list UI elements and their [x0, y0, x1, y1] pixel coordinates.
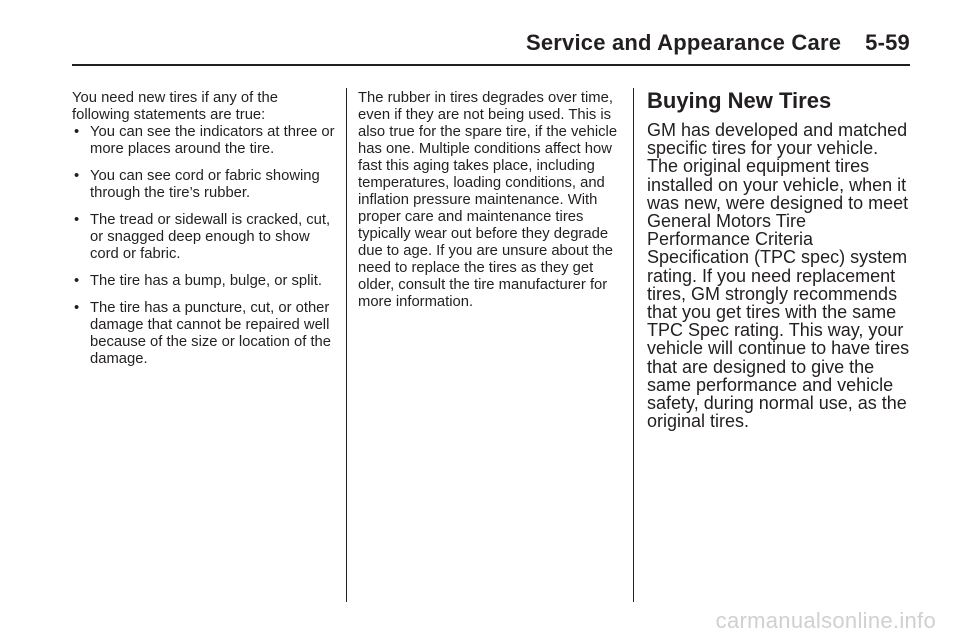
page-number: 5-59	[865, 30, 910, 55]
column-3	[647, 89, 913, 430]
list-item	[72, 300, 336, 368]
bullet-list	[72, 124, 336, 368]
section-title: Buying New Tires	[647, 88, 832, 113]
column-1	[72, 90, 336, 378]
list-item-text: The tire has a puncture, cut, or other damage that cannot be repaired well because of the size or location of the damage.	[90, 300, 332, 367]
list-item-text: The tread or sidewall is cracked, cut, or snagged deep enough to show cord or fabric.	[90, 212, 331, 262]
bullet-icon: •	[74, 300, 80, 316]
header-divider	[72, 64, 910, 66]
list-item	[72, 273, 336, 290]
list-item-text: You can see cord or fabric showing through the tire’s rubber.	[90, 168, 320, 201]
list-item-text: You can see the indicators at three or more places around the tire.	[90, 124, 335, 157]
list-item	[72, 124, 336, 158]
aging-paragraph: The rubber in tires degrades over time, even if they are not being used. This is also true for the spare tire, if the vehicle has one. Multiple conditions affect how fast this aging takes place, including temperatures, loading conditions, and inflation pressure maintenance. With proper care and maintenance tires typically wear out before they degrade due to age. If you are unsure about the need to replace the tires as they get older, consult the tire manufacturer for more information.	[358, 90, 618, 310]
list-item	[72, 168, 336, 202]
section-header-title: Service and Appearance Care	[525, 30, 842, 55]
bullet-icon: •	[74, 124, 80, 140]
bullet-icon: •	[74, 168, 80, 184]
list-item	[72, 212, 336, 263]
page-header	[0, 30, 910, 56]
watermark: carmanualsonline.info	[715, 608, 936, 633]
column-divider-1	[346, 88, 347, 602]
column-2	[358, 90, 622, 311]
bullet-icon: •	[74, 273, 80, 289]
column-divider-2	[633, 88, 634, 602]
buying-tires-paragraph: GM has developed and matched specific tires for your vehicle. The original equipment tires installed on your vehicle, when it was new, were designed to meet General Motors Tire Performance Criteria Specification (TPC spec) system rating. If you need replacement tires, GM strongly recommends that you get tires with the same TPC Spec rating. This way, your vehicle will continue to have tires that are designed to give the same performance and vehicle safety, during normal use, as the original tires.	[647, 120, 910, 432]
intro-paragraph: You need new tires if any of the following statements are true:	[72, 90, 278, 123]
list-item-text: The tire has a bump, bulge, or split.	[90, 273, 322, 289]
bullet-icon: •	[74, 212, 80, 228]
